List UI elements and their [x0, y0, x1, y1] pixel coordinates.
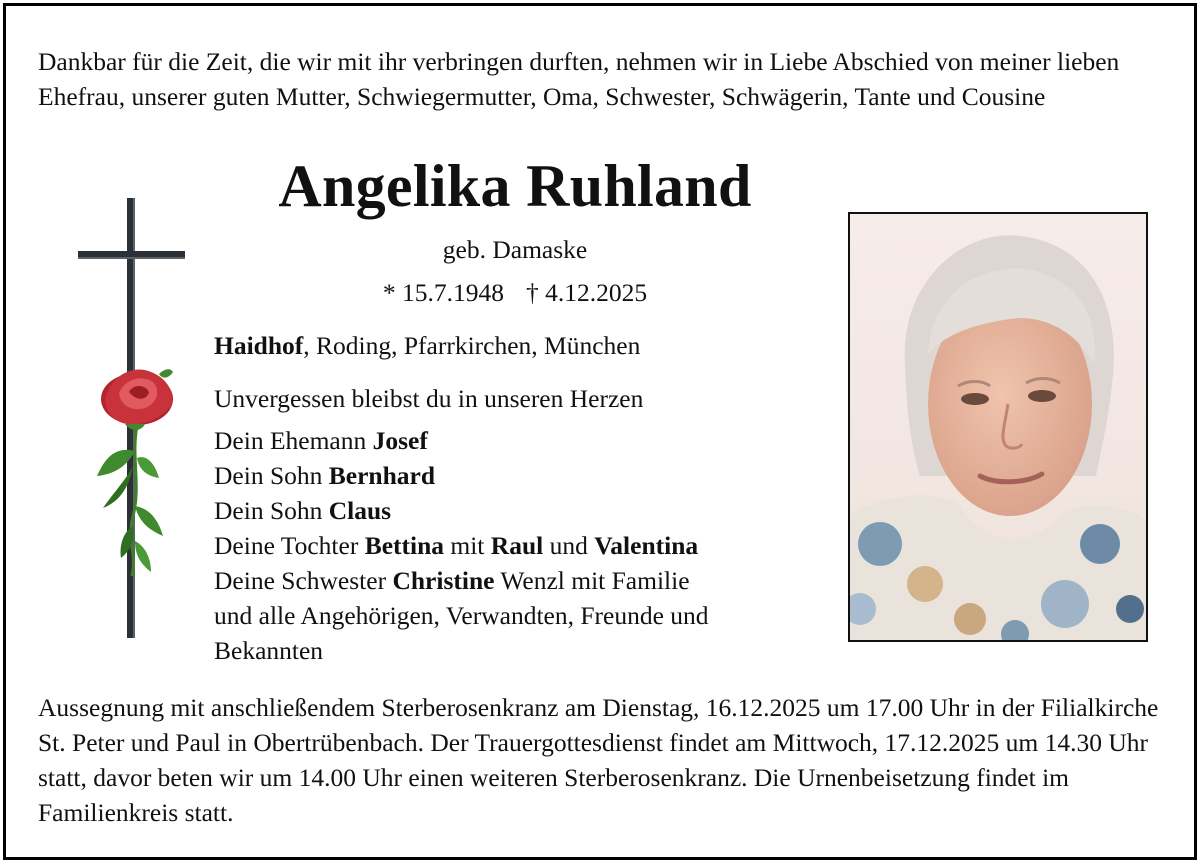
place-main: Haidhof: [214, 331, 304, 360]
family-son-1: Dein Sohn Bernhard: [214, 461, 436, 490]
motto: Unvergessen bleibst du in unseren Herzen: [214, 384, 644, 413]
birth-date: * 15.7.1948: [382, 278, 504, 307]
life-dates: [160, 276, 870, 310]
deceased-name: Angelika Ruhland: [278, 153, 752, 219]
places-rest: , Roding, Pfarrkirchen, München: [303, 331, 641, 360]
intro-text: Dankbar für die Zeit, die wir mit ihr verbringen durften, nehmen wir in Liebe Abschied von meiner lieben Ehefrau, unserer guten Mutter, Schwiegermutter, Oma, Schwester, Schwägerin, Tante und Cousine: [38, 47, 1120, 111]
family-daughter: Deine Tochter Bettina mit Raul und Valentina: [214, 531, 699, 560]
maiden-name: geb. Damaske: [442, 235, 588, 264]
service-text: Aussegnung mit anschließendem Sterberosenkranz am Dienstag, 16.12.2025 um 17.00 Uhr in der Filialkirche St. Peter und Paul in Obertrübenbach. Der Trauergottesdienst findet am Mittwoch, 17.12.2025 um 14.30 Uhr statt, davor beten wir um 14.00 Uhr einen weiteren Sterberosenkranz. Die Urnenbeisetzung findet im Familienkreis statt.: [38, 693, 1159, 827]
family-husband: Dein Ehemann Josef: [214, 426, 428, 455]
places-line: [214, 329, 814, 363]
family-sister: Deine Schwester Christine Wenzl mit Familie: [214, 566, 690, 595]
death-date: † 4.12.2025: [526, 278, 648, 307]
family-list: [214, 423, 814, 668]
family-son-2: Dein Sohn Claus: [214, 496, 392, 525]
portrait-photo: [848, 212, 1148, 642]
cross-with-rose-icon: [75, 196, 190, 642]
family-others: und alle Angehörigen, Verwandten, Freunde und Bekannten: [214, 601, 709, 665]
